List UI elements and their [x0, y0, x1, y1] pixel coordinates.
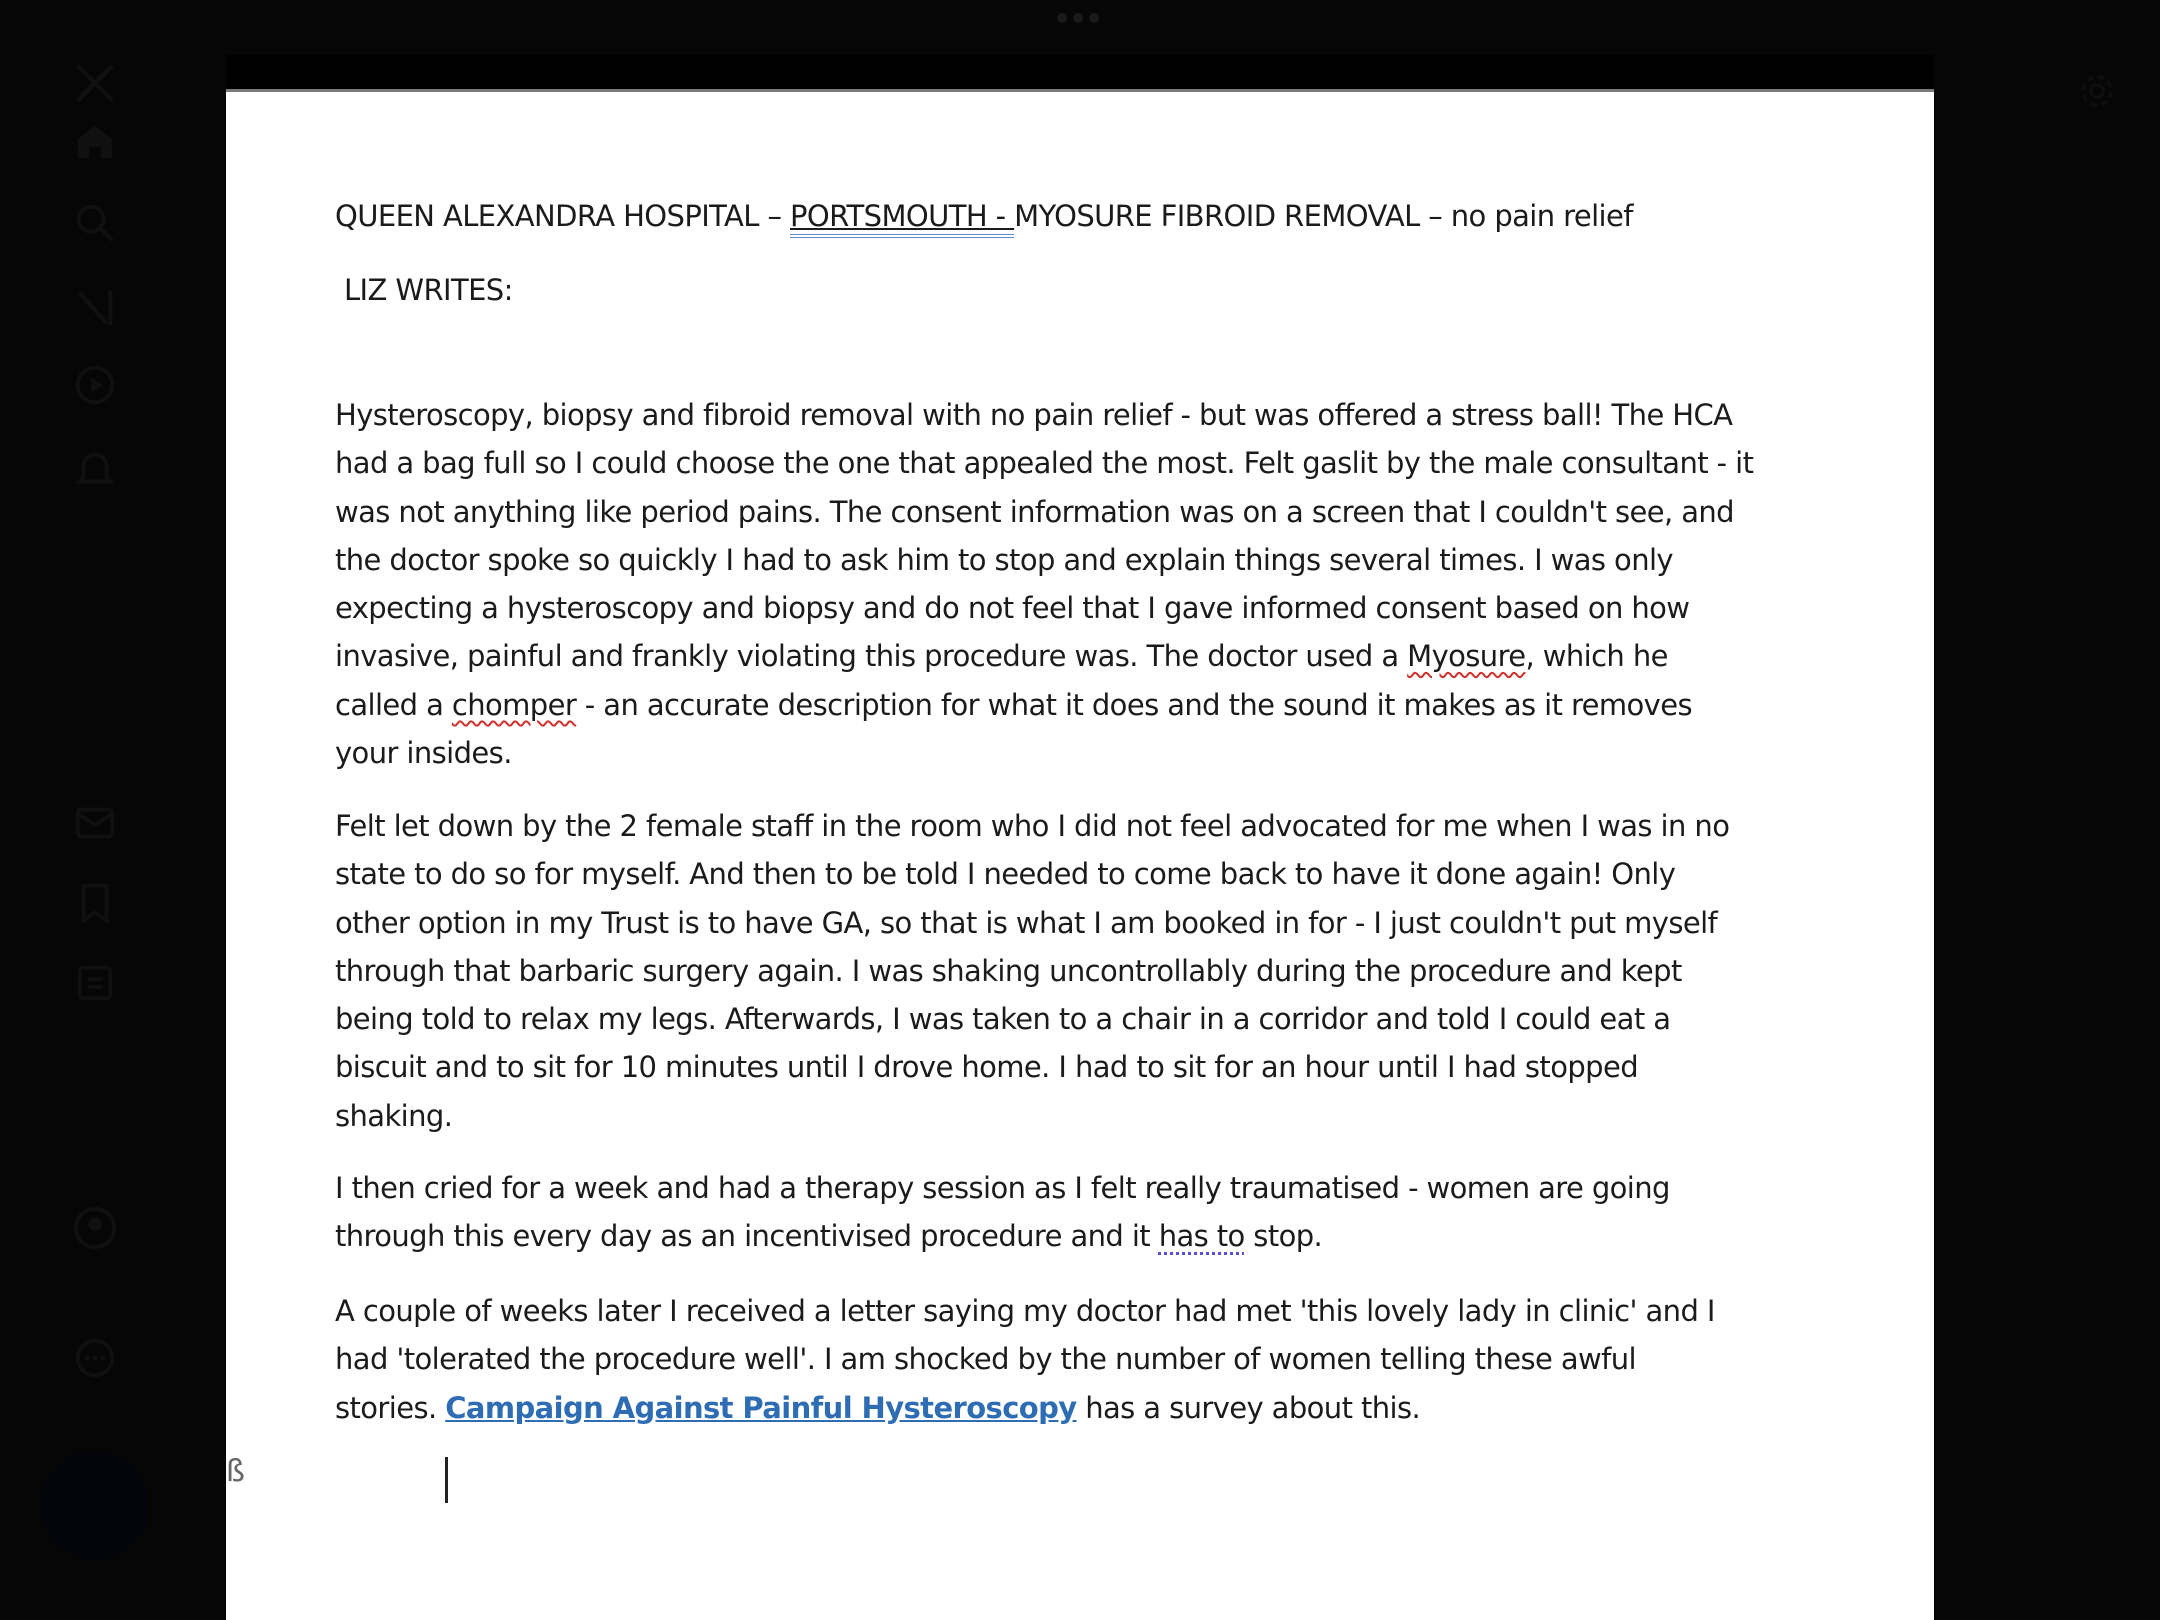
search-icon[interactable]	[72, 200, 118, 246]
document-image	[226, 89, 1934, 1620]
spelling-flag-myosure: Myosure	[1407, 639, 1526, 674]
text-segment: - an accurate description for what it does and the sound it makes as it removes	[576, 687, 1692, 722]
video-icon[interactable]	[72, 362, 118, 408]
media-header-bar	[226, 55, 1934, 89]
paragraph-3	[335, 1164, 1835, 1261]
text-segment: has a survey about this.	[1076, 1390, 1421, 1425]
text-line: had 'tolerated the procedure well'. I am shocked by the number of women telling these awful	[335, 1342, 1636, 1377]
spelling-flag-chomper: chomper	[451, 687, 577, 722]
text-line: state to do so for myself. And then to be told I needed to come back to have it done again! Only	[335, 857, 1676, 892]
profile-icon[interactable]	[72, 1205, 118, 1251]
list-icon[interactable]	[72, 960, 118, 1006]
bookmark-icon[interactable]	[72, 880, 118, 926]
grammar-flag-has-to: has to	[1158, 1219, 1245, 1254]
text-line	[335, 681, 1835, 729]
grok-icon[interactable]	[72, 285, 118, 331]
byline: LIZ WRITES:	[344, 273, 513, 307]
title-portsmouth: PORTSMOUTH -	[790, 199, 1014, 238]
bell-icon[interactable]	[72, 445, 118, 491]
text-line	[335, 1212, 1835, 1260]
title-suffix: MYOSURE FIBROID REMOVAL – no pain relief	[1014, 199, 1633, 233]
text-segment: , which he	[1525, 639, 1668, 674]
text-cursor	[445, 1457, 448, 1503]
text-line: being told to relax my legs. Afterwards, I was taken to a chair in a corridor and told I could eat a	[335, 1002, 1671, 1037]
text-segment: stop.	[1244, 1219, 1323, 1254]
title-prefix: QUEEN ALEXANDRA HOSPITAL –	[335, 199, 790, 233]
text-segment: invasive, painful and frankly violating this procedure was. The doctor used a	[335, 639, 1408, 674]
campaign-link[interactable]: Campaign Against Painful Hysteroscopy	[445, 1390, 1077, 1425]
document-title	[335, 196, 1633, 236]
edge-glyph: ß	[226, 1454, 245, 1489]
paragraph-2	[335, 802, 1835, 1140]
text-segment: through this every day as an incentivised procedure and it	[335, 1219, 1159, 1254]
mail-icon[interactable]	[72, 800, 118, 846]
text-line: Felt let down by the 2 female staff in the room who I did not feel advocated for me when I was in no	[335, 809, 1730, 843]
text-line	[335, 632, 1835, 680]
text-line: other option in my Trust is to have GA, so that is what I am booked in for - I just couldn't put myself	[335, 905, 1718, 940]
text-line: through that barbaric surgery again. I was shaking uncontrollably during the procedure and kept	[335, 953, 1682, 988]
text-line: your insides.	[335, 736, 512, 771]
text-line: shaking.	[335, 1098, 453, 1133]
more-icon[interactable]	[72, 1335, 118, 1381]
text-line: expecting a hysteroscopy and biopsy and do not feel that I gave informed consent based on how	[335, 591, 1690, 626]
sidebar	[0, 0, 200, 1620]
gear-icon[interactable]	[2076, 70, 2118, 112]
home-icon[interactable]	[72, 118, 118, 164]
more-dots-icon[interactable]	[1057, 13, 1099, 23]
paragraph-4	[335, 1287, 1835, 1432]
text-segment: stories.	[335, 1390, 446, 1425]
text-line: I then cried for a week and had a therapy session as I felt really traumatised - women are going	[335, 1171, 1670, 1205]
text-line: A couple of weeks later I received a letter saying my doctor had met 'this lovely lady in clinic' and I	[335, 1294, 1715, 1328]
x-logo-icon[interactable]	[72, 60, 118, 106]
text-line: biscuit and to sit for 10 minutes until I drove home. I had to sit for an hour until I had stopped	[335, 1050, 1639, 1085]
text-line: was not anything like period pains. The consent information was on a screen that I couldn't see, and	[335, 494, 1734, 529]
text-line: Hysteroscopy, biopsy and fibroid removal with no pain relief - but was offered a stress ball! The HCA	[335, 398, 1733, 432]
text-line: the doctor spoke so quickly I had to ask him to stop and explain things several times. I was only	[335, 542, 1673, 577]
paragraph-1	[335, 391, 1835, 777]
text-line: had a bag full so I could choose the one that appealed the most. Felt gaslit by the male consultant - it	[335, 446, 1754, 481]
text-line	[335, 1384, 1835, 1432]
post-icon[interactable]	[40, 1450, 150, 1560]
text-segment: called a	[335, 687, 452, 722]
